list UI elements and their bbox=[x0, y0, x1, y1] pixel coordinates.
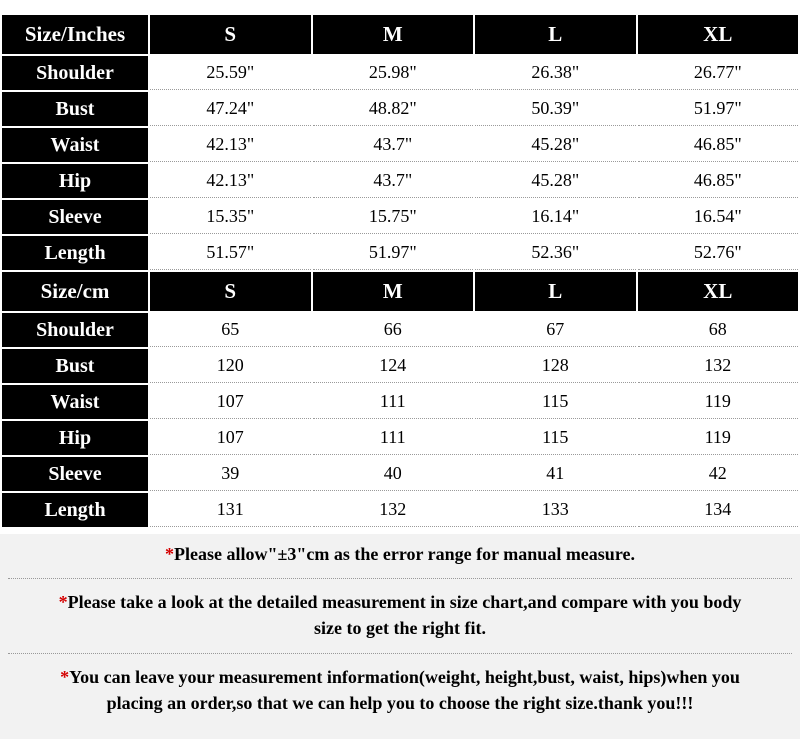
row-label-sleeve: Sleeve bbox=[2, 457, 148, 491]
cell-value: 124 bbox=[313, 349, 474, 383]
header-size-m: M bbox=[313, 272, 474, 311]
table-row bbox=[2, 385, 798, 419]
cell-value: 42.13" bbox=[150, 164, 311, 198]
table-row bbox=[2, 349, 798, 383]
header-size-xl: XL bbox=[638, 15, 799, 54]
note-check-size-chart bbox=[0, 589, 800, 641]
note-text: Please take a look at the detailed measurement in size chart,and compare with you body bbox=[67, 592, 742, 612]
row-label-bust: Bust bbox=[2, 349, 148, 383]
cell-value: 15.75" bbox=[313, 200, 474, 234]
row-label-shoulder: Shoulder bbox=[2, 313, 148, 347]
cell-value: 26.38" bbox=[475, 56, 636, 90]
header-size-s: S bbox=[150, 272, 311, 311]
cell-value: 16.54" bbox=[638, 200, 799, 234]
cell-value: 42 bbox=[638, 457, 799, 491]
table-header-row bbox=[2, 272, 798, 311]
cell-value: 128 bbox=[475, 349, 636, 383]
row-label-sleeve: Sleeve bbox=[2, 200, 148, 234]
cell-value: 45.28" bbox=[475, 128, 636, 162]
cell-value: 46.85" bbox=[638, 164, 799, 198]
cm-size-table bbox=[0, 270, 800, 529]
note-text: placing an order,so that we can help you to choose the right size.thank you!!! bbox=[106, 693, 694, 713]
table-row bbox=[2, 200, 798, 234]
cell-value: 40 bbox=[313, 457, 474, 491]
cell-value: 134 bbox=[638, 493, 799, 527]
cell-value: 25.98" bbox=[313, 56, 474, 90]
header-size-s: S bbox=[150, 15, 311, 54]
note-text: You can leave your measurement information(weight, height,bust, waist, hips)when you bbox=[69, 667, 740, 687]
note-text: size to get the right fit. bbox=[314, 618, 486, 638]
cell-value: 47.24" bbox=[150, 92, 311, 126]
cell-value: 46.85" bbox=[638, 128, 799, 162]
note-star: * bbox=[58, 592, 68, 612]
row-label-hip: Hip bbox=[2, 421, 148, 455]
cell-value: 41 bbox=[475, 457, 636, 491]
cell-value: 115 bbox=[475, 385, 636, 419]
cell-value: 68 bbox=[638, 313, 799, 347]
cell-value: 51.57" bbox=[150, 236, 311, 270]
cell-value: 66 bbox=[313, 313, 474, 347]
cell-value: 67 bbox=[475, 313, 636, 347]
row-label-length: Length bbox=[2, 236, 148, 270]
cell-value: 115 bbox=[475, 421, 636, 455]
cell-value: 45.28" bbox=[475, 164, 636, 198]
table-row bbox=[2, 56, 798, 90]
table-row bbox=[2, 457, 798, 491]
note-text: Please allow"±3"cm as the error range for manual measure. bbox=[174, 544, 635, 564]
cell-value: 42.13" bbox=[150, 128, 311, 162]
table-row bbox=[2, 92, 798, 126]
table-row bbox=[2, 164, 798, 198]
cell-value: 51.97" bbox=[313, 236, 474, 270]
cell-value: 120 bbox=[150, 349, 311, 383]
cell-value: 111 bbox=[313, 421, 474, 455]
note-star: * bbox=[165, 544, 175, 564]
table-row bbox=[2, 421, 798, 455]
note-error-range bbox=[0, 541, 800, 567]
header-size-cm: Size/cm bbox=[2, 272, 148, 311]
cell-value: 111 bbox=[313, 385, 474, 419]
cell-value: 52.36" bbox=[475, 236, 636, 270]
note-leave-measurements bbox=[0, 664, 800, 716]
table-header-row bbox=[2, 15, 798, 54]
header-size-inches: Size/Inches bbox=[2, 15, 148, 54]
cell-value: 132 bbox=[313, 493, 474, 527]
cell-value: 25.59" bbox=[150, 56, 311, 90]
row-label-bust: Bust bbox=[2, 92, 148, 126]
cell-value: 119 bbox=[638, 421, 799, 455]
divider bbox=[8, 578, 792, 579]
cell-value: 16.14" bbox=[475, 200, 636, 234]
row-label-waist: Waist bbox=[2, 385, 148, 419]
cell-value: 52.76" bbox=[638, 236, 799, 270]
table-row bbox=[2, 313, 798, 347]
row-label-waist: Waist bbox=[2, 128, 148, 162]
note-star: * bbox=[60, 667, 70, 687]
cell-value: 43.7" bbox=[313, 164, 474, 198]
cell-value: 131 bbox=[150, 493, 311, 527]
header-size-xl: XL bbox=[638, 272, 799, 311]
cell-value: 65 bbox=[150, 313, 311, 347]
header-size-m: M bbox=[313, 15, 474, 54]
cell-value: 119 bbox=[638, 385, 799, 419]
table-row bbox=[2, 236, 798, 270]
cell-value: 39 bbox=[150, 457, 311, 491]
row-label-shoulder: Shoulder bbox=[2, 56, 148, 90]
header-size-l: L bbox=[475, 272, 636, 311]
inches-size-table bbox=[0, 13, 800, 272]
divider bbox=[8, 653, 792, 654]
cell-value: 48.82" bbox=[313, 92, 474, 126]
cell-value: 107 bbox=[150, 421, 311, 455]
row-label-length: Length bbox=[2, 493, 148, 527]
cell-value: 50.39" bbox=[475, 92, 636, 126]
cell-value: 15.35" bbox=[150, 200, 311, 234]
row-label-hip: Hip bbox=[2, 164, 148, 198]
table-row bbox=[2, 128, 798, 162]
cell-value: 26.77" bbox=[638, 56, 799, 90]
cell-value: 133 bbox=[475, 493, 636, 527]
table-row bbox=[2, 493, 798, 527]
cell-value: 51.97" bbox=[638, 92, 799, 126]
cell-value: 107 bbox=[150, 385, 311, 419]
cell-value: 43.7" bbox=[313, 128, 474, 162]
measurement-notes bbox=[0, 534, 800, 739]
cell-value: 132 bbox=[638, 349, 799, 383]
header-size-l: L bbox=[475, 15, 636, 54]
